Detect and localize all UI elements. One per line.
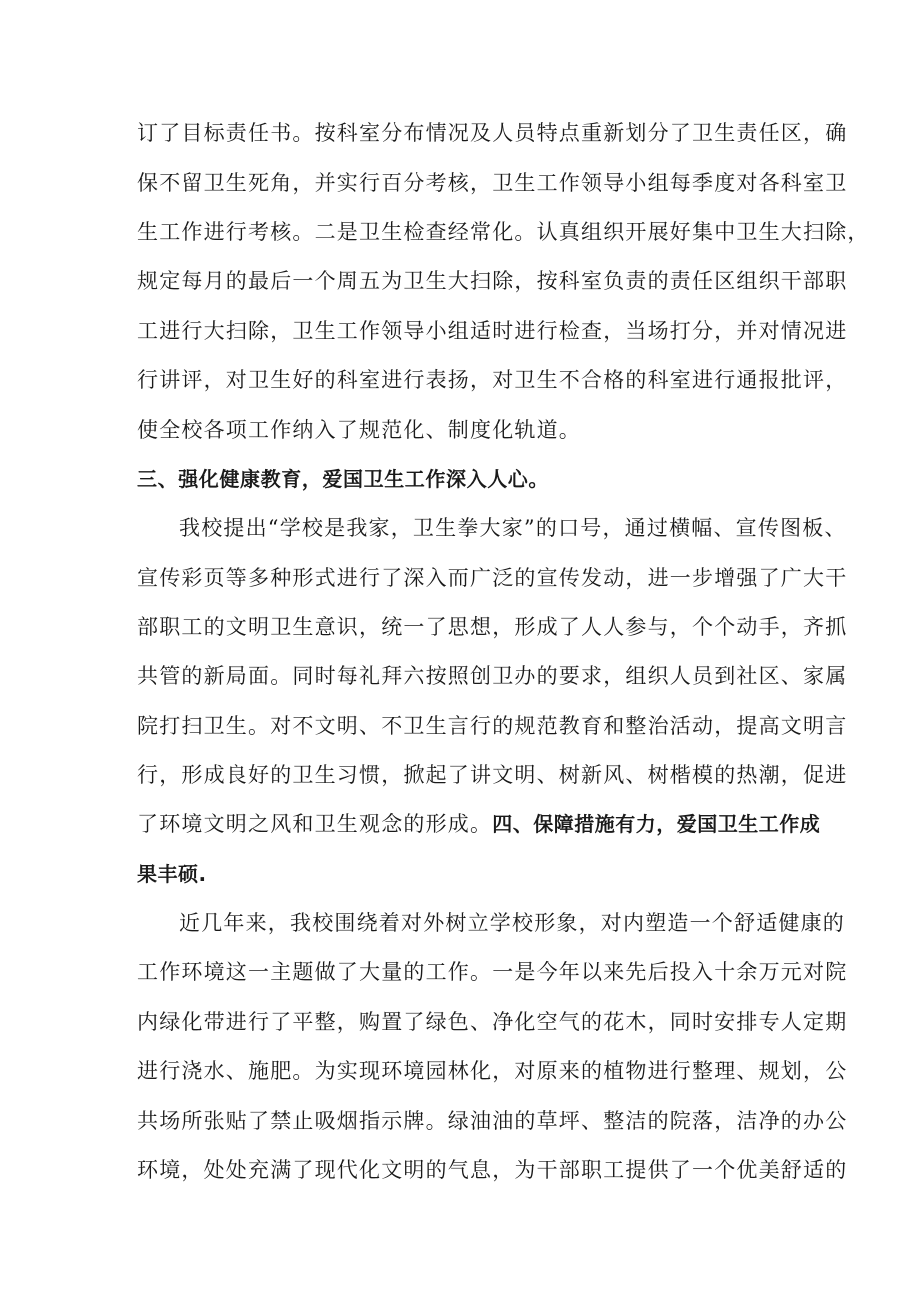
section-heading-inline: 四、保障措施有力，爱国卫生工作成 [492, 812, 821, 836]
paragraph-line: 我校提出“学校是我家，卫生拳大家”的口号，通过横幅、宣传图板、 [179, 516, 847, 540]
paragraph-line: 环境，处处充满了现代化文明的气息，为干部职工提供了一个优美舒适的 [137, 1158, 848, 1182]
section-heading: 三、强化健康教育，爱国卫生工作深入人心。 [137, 467, 549, 491]
section-heading-inline: 果丰硕. [137, 862, 207, 886]
paragraph-line: 共场所张贴了禁止吸烟指示牌。绿油油的草坪、整洁的院落，洁净的办公 [137, 1109, 848, 1133]
paragraph-line: 部职工的文明卫生意识，统一了思想，形成了人人参与，个个动手，齐抓 [137, 615, 848, 639]
paragraph-line: 工进行大扫除，卫生工作领导小组适时进行检查，当场打分，并对情况进 [137, 319, 848, 343]
paragraph-line: 进行浇水、施肥。为实现环境园林化，对原来的植物进行整理、规划，公 [137, 1059, 848, 1083]
paragraph-line: 近几年来，我校围绕着对外树立学校形象，对内塑造一个舒适健康的 [179, 911, 845, 935]
paragraph-line: 保不留卫生死角，并实行百分考核，卫生工作领导小组每季度对各科室卫 [137, 171, 848, 195]
paragraph-line: 生工作进行考核。二是卫生检查经常化。认真组织开展好集中卫生大扫除， [137, 220, 870, 244]
paragraph-line: 院打扫卫生。对不文明、不卫生言行的规范教育和整治活动，提高文明言 [137, 714, 848, 738]
paragraph-line: 规定每月的最后一个周五为卫生大扫除，按科室负责的责任区组织干部职 [137, 269, 848, 293]
paragraph-line: 共管的新局面。同时每礼拜六按照创卫办的要求，组织人员到社区、家属 [137, 664, 848, 688]
paragraph-line: 行，形成良好的卫生习惯，掀起了讲文明、树新风、树楷模的热潮，促进 [137, 763, 848, 787]
section-heading-continuation [137, 854, 207, 894]
paragraph-line-with-heading [137, 804, 820, 844]
paragraph-line: 行讲评，对卫生好的科室进行表扬，对卫生不合格的科室进行通报批评， [137, 368, 848, 392]
paragraph-line: 宣传彩页等多种形式进行了深入而广泛的宣传发动，进一步增强了广大干 [137, 566, 848, 590]
paragraph-line: 使全校各项工作纳入了规范化、制度化轨道。 [137, 418, 581, 442]
paragraph-line: 工作环境这一主题做了大量的工作。一是今年以来先后投入十余万元对院 [137, 960, 848, 984]
paragraph-line: 订了目标责任书。按科室分布情况及人员特点重新划分了卫生责任区，确 [137, 121, 848, 145]
paragraph-line: 内绿化带进行了平整，购置了绿色、净化空气的花木，同时安排专人定期 [137, 1010, 848, 1034]
paragraph-text: 了环境文明之风和卫生观念的形成。 [137, 812, 493, 836]
